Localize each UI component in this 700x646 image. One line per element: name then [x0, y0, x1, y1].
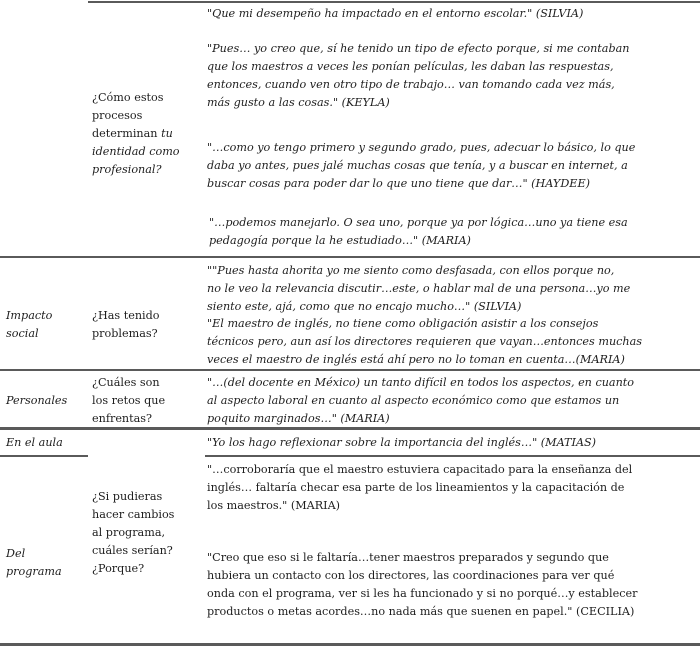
quote-line: inglés… faltaría checar esa parte de los lineamientos y la capacitación de [207, 481, 625, 494]
question-line: los retos que [92, 394, 166, 407]
quote-line: productos o metas acordes…no nada más que suenen en papel." (CECILIA) [207, 605, 635, 618]
quote: "Yo los hago reflexionar sobre la importancia del inglés…" (MATIAS) [207, 436, 597, 449]
quote-line: "…corroboraría que el maestro estuviera capacitado para la enseñanza del [207, 463, 633, 476]
question-line: procesos [92, 109, 143, 122]
quote-line: onda con el programa, ver si les ha funcionado y si no porqué…y establecer [207, 587, 638, 600]
question-line: cuáles serían? [92, 544, 173, 557]
quote-line: técnicos pero, aun así los directores requieren que vayan…entonces muchas [207, 335, 643, 348]
quote-line: los maestros." (MARIA) [207, 499, 341, 512]
question-line: determinan tu [92, 127, 173, 140]
category-line: social [6, 327, 39, 340]
question-line: al programa, [92, 526, 166, 539]
quote-line: no le veo la relevancia discutir…este, o hablar mal de una persona…yo me [207, 282, 631, 295]
row-divider [0, 369, 700, 371]
category-cell [6, 307, 88, 343]
quote-cell [207, 374, 693, 428]
category-cell: Personales [6, 394, 68, 407]
category-line: Impacto [6, 309, 53, 322]
row-divider-partial [205, 455, 700, 457]
quote-cell [207, 315, 693, 369]
table-top-rule [88, 1, 700, 3]
quote-line: "Pues… yo creo que, sí he tenido un tipo de efecto porque, si me contaban [207, 42, 630, 55]
quote-cell [207, 5, 693, 23]
question-line: hacer cambios [92, 508, 175, 521]
quote-line: buscar cosas para poder dar lo que uno tiene que dar…" (HAYDEE) [207, 177, 590, 190]
quote-cell [207, 40, 693, 112]
quote-line: hubiera un contacto con los directores, las coordinaciones para ver qué [207, 569, 615, 582]
question-line: problemas? [92, 327, 158, 340]
category-cell [6, 545, 88, 581]
category-cell: En el aula [6, 436, 63, 449]
quote-line: "…como yo tengo primero y segundo grado, pues, adecuar lo básico, lo que [207, 141, 636, 154]
quote-cell [209, 214, 695, 250]
category-line: programa [6, 565, 62, 578]
row-divider [0, 256, 700, 258]
quote: "Que mi desempeño ha impactado en el entorno escolar." (SILVIA) [207, 7, 584, 20]
quote-line: pedagogía porque la he estudiado…" (MARIA) [209, 234, 471, 247]
quote-cell [207, 549, 693, 621]
quote-line: más gusto a las cosas." (KEYLA) [207, 96, 390, 109]
question-cell [92, 89, 202, 179]
question-cell [92, 307, 202, 343]
question-line: ¿Cómo estos [92, 91, 164, 104]
question-line: ¿Cuáles son [92, 376, 160, 389]
quote-line: poquito marginados…" (MARIA) [207, 412, 390, 425]
quote-line: "…podemos manejarlo. O sea uno, porque ya por lógica…uno ya tiene esa [209, 216, 628, 229]
question-line: identidad como [92, 145, 180, 158]
quote-cell [207, 461, 693, 515]
quote-line: al aspecto laboral en cuanto al aspecto económico como que estamos un [207, 394, 620, 407]
row-divider-partial [0, 455, 88, 457]
quote-cell [207, 434, 693, 452]
question-cell [92, 374, 202, 428]
question-line: ¿Porque? [92, 562, 145, 575]
quote-line: veces el maestro de inglés está ahí pero no lo toman en cuenta…(MARIA) [207, 353, 625, 366]
question-line: enfrentas? [92, 412, 153, 425]
quote-line: que los maestros a veces les ponían películas, les daban las respuestas, [207, 60, 614, 73]
question-line: ¿Si pudieras [92, 490, 163, 503]
quote-line: "El maestro de inglés, no tiene como obligación asistir a los consejos [207, 317, 599, 330]
category-line: Del [6, 547, 26, 560]
quote-line: ""Pues hasta ahorita yo me siento como desfasada, con ellos porque no, [207, 264, 615, 277]
question-line: ¿Has tenido [92, 309, 160, 322]
quote-cell [207, 262, 693, 316]
question-line: profesional? [92, 163, 162, 176]
quote-line: "Creo que eso si le faltaría…tener maestros preparados y segundo que [207, 551, 609, 564]
question-cell [92, 488, 202, 578]
quote-line: entonces, cuando ven otro tipo de trabajo… van tomando cada vez más, [207, 78, 615, 91]
quote-line: "…(del docente en México) un tanto difícil en todos los aspectos, en cuanto [207, 376, 635, 389]
quote-line: siento este, ajá, como que no encajo mucho…" (SILVIA) [207, 300, 522, 313]
quote-cell [207, 139, 693, 193]
quote-line: daba yo antes, pues jalé muchas cosas que tenía, y a buscar en internet, a [207, 159, 628, 172]
